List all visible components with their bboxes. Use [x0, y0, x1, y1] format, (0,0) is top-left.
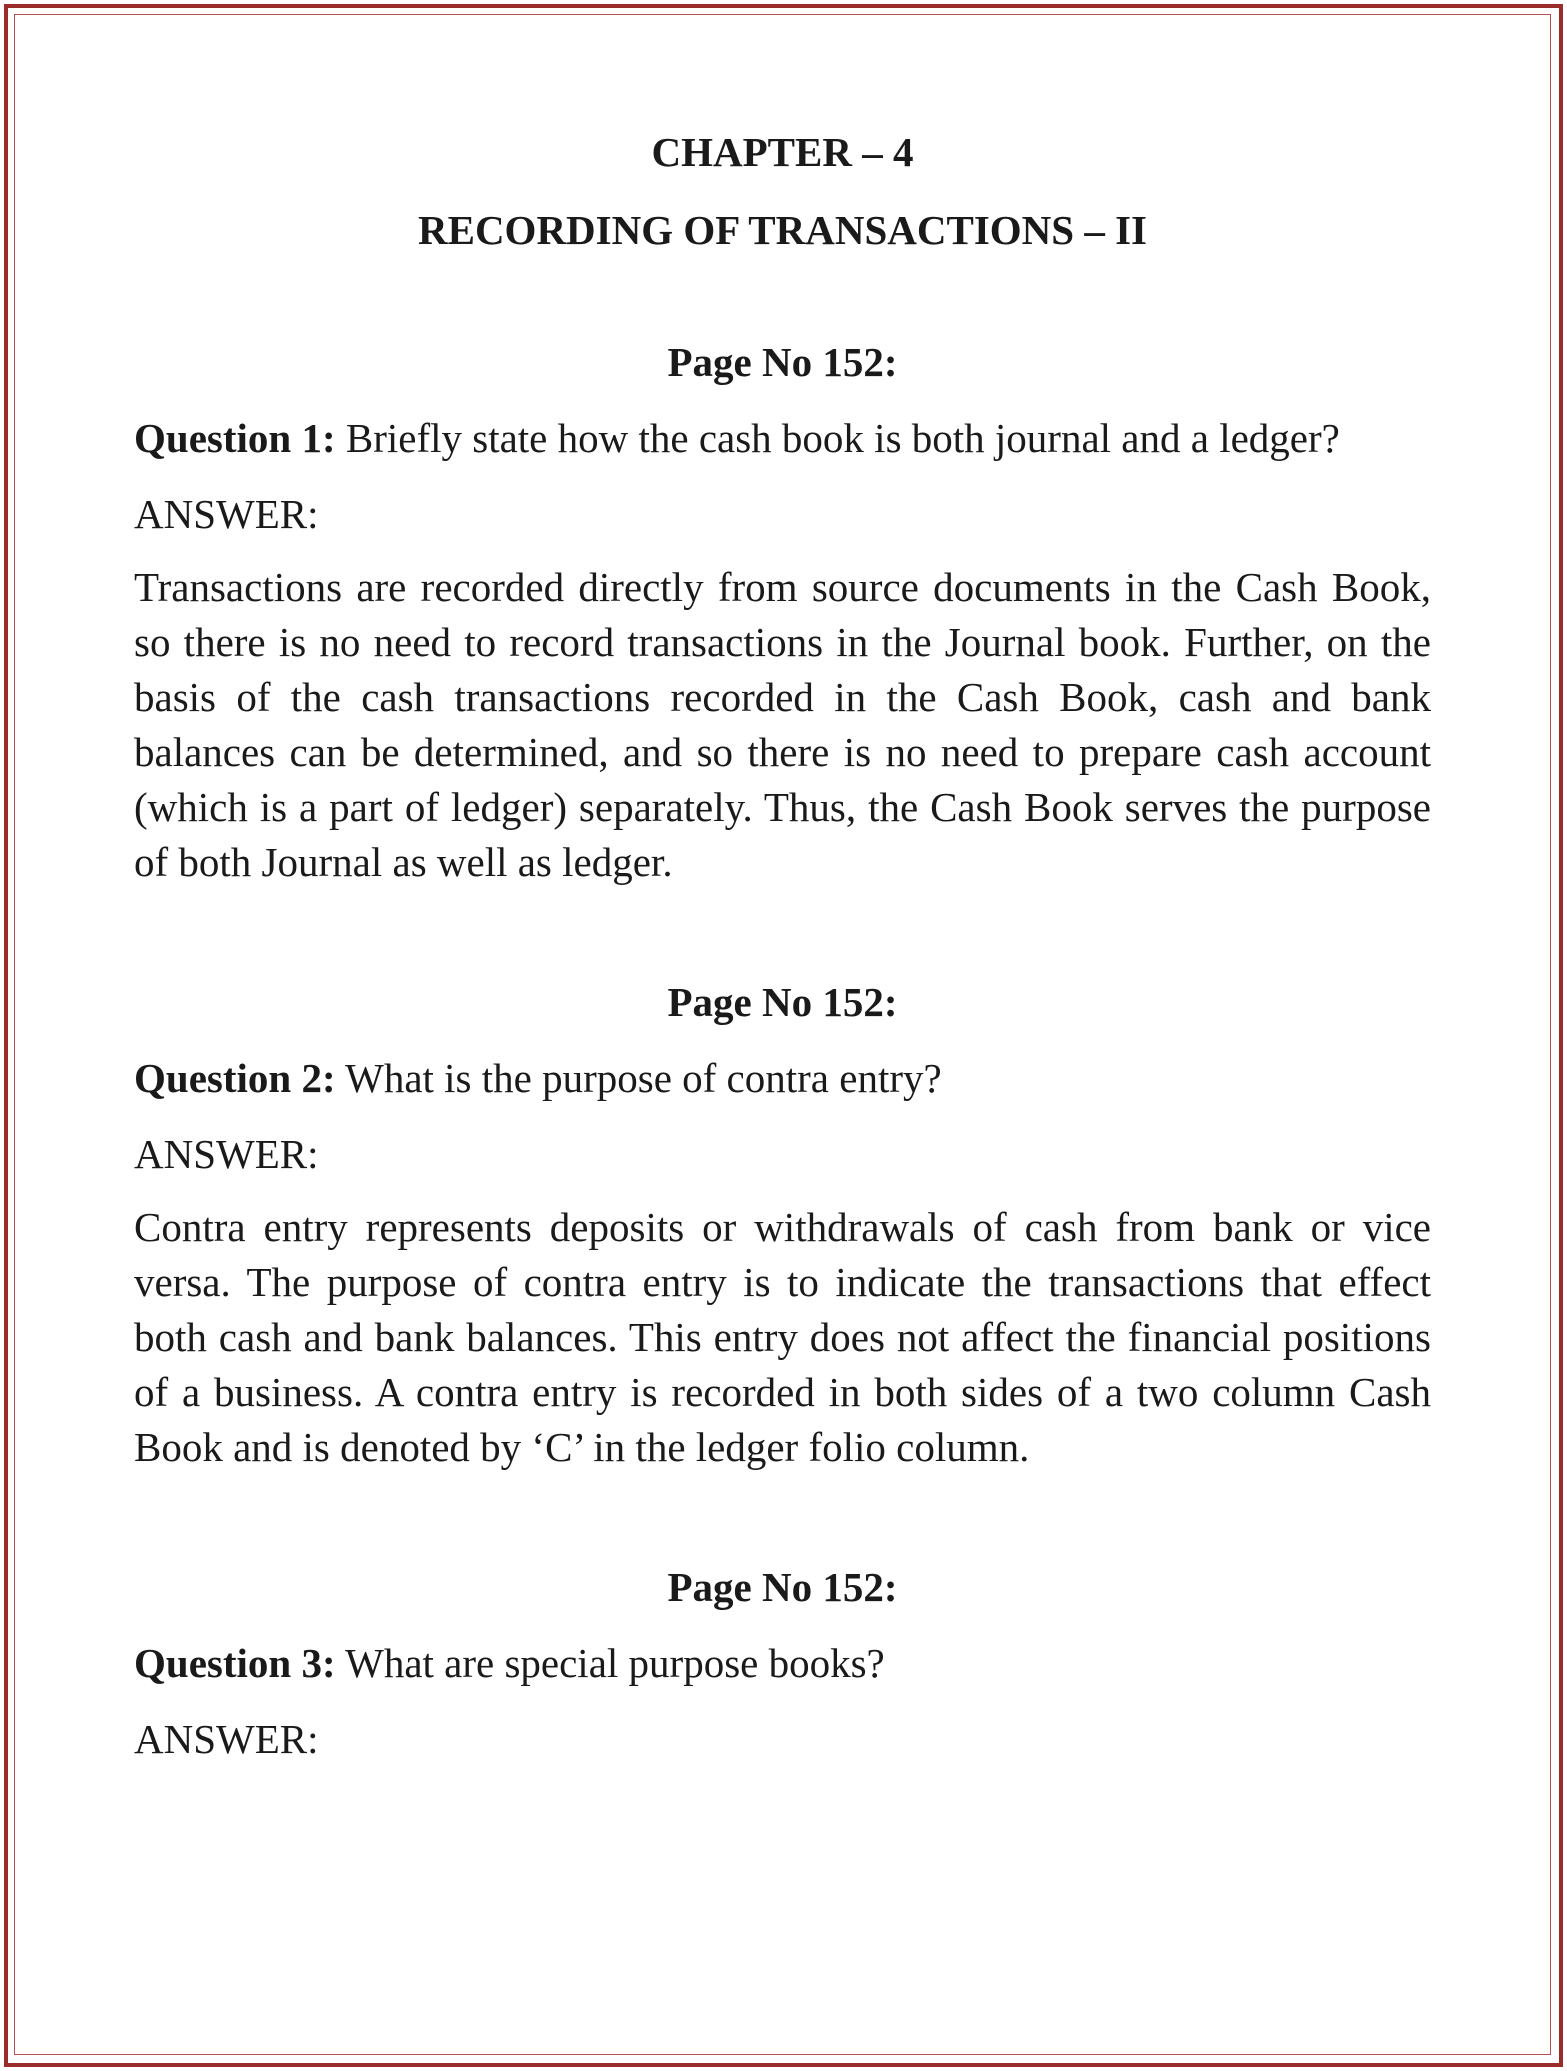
page-number-label: Page No 152: [667, 1564, 898, 1610]
question [134, 1639, 1431, 1687]
answer-label: ANSWER: [134, 1716, 319, 1762]
answer-text: Transactions are recorded directly from source documents in the Cash Book, so there is no need to record transactions in the Journal book. Further, on the basis of the cash transactions recorded in the Cash Book, cash and bank balances can be determined, and so there is no need to prepare cash account (which is a part of ledger) separately. Thus, the Cash Book serves the purpose of both Journal as well as ledger. [134, 564, 1431, 885]
question-label: Question 3: [134, 1640, 336, 1686]
question-text: What is the purpose of contra entry? [335, 1055, 942, 1101]
question-text: What are special purpose books? [335, 1640, 885, 1686]
chapter-title: RECORDING OF TRANSACTIONS – II [417, 207, 1147, 253]
page-number-label: Page No 152: [667, 339, 898, 385]
question-label: Question 2: [134, 1055, 336, 1101]
document-page [134, 128, 1431, 1785]
question-text: Briefly state how the cash book is both journal and a ledger? [335, 415, 1340, 461]
answer-label: ANSWER: [134, 1131, 319, 1177]
page-number-label: Page No 152: [667, 979, 898, 1025]
question [134, 414, 1431, 462]
qa-section-3 [134, 1563, 1431, 1763]
chapter-heading: CHAPTER – 4 [651, 129, 914, 175]
answer-label: ANSWER: [134, 491, 319, 537]
answer-text: Contra entry represents deposits or withdrawals of cash from bank or vice versa. The purpose of contra entry is to indicate the transactions that effect both cash and bank balances. This entry does not affect the financial positions of a business. A contra entry is recorded in both sides of a two column Cash Book and is denoted by ‘C’ in the ledger folio column. [134, 1204, 1431, 1470]
question [134, 1054, 1431, 1102]
qa-section-1 [134, 338, 1431, 890]
qa-section-2 [134, 978, 1431, 1475]
question-label: Question 1: [134, 415, 336, 461]
